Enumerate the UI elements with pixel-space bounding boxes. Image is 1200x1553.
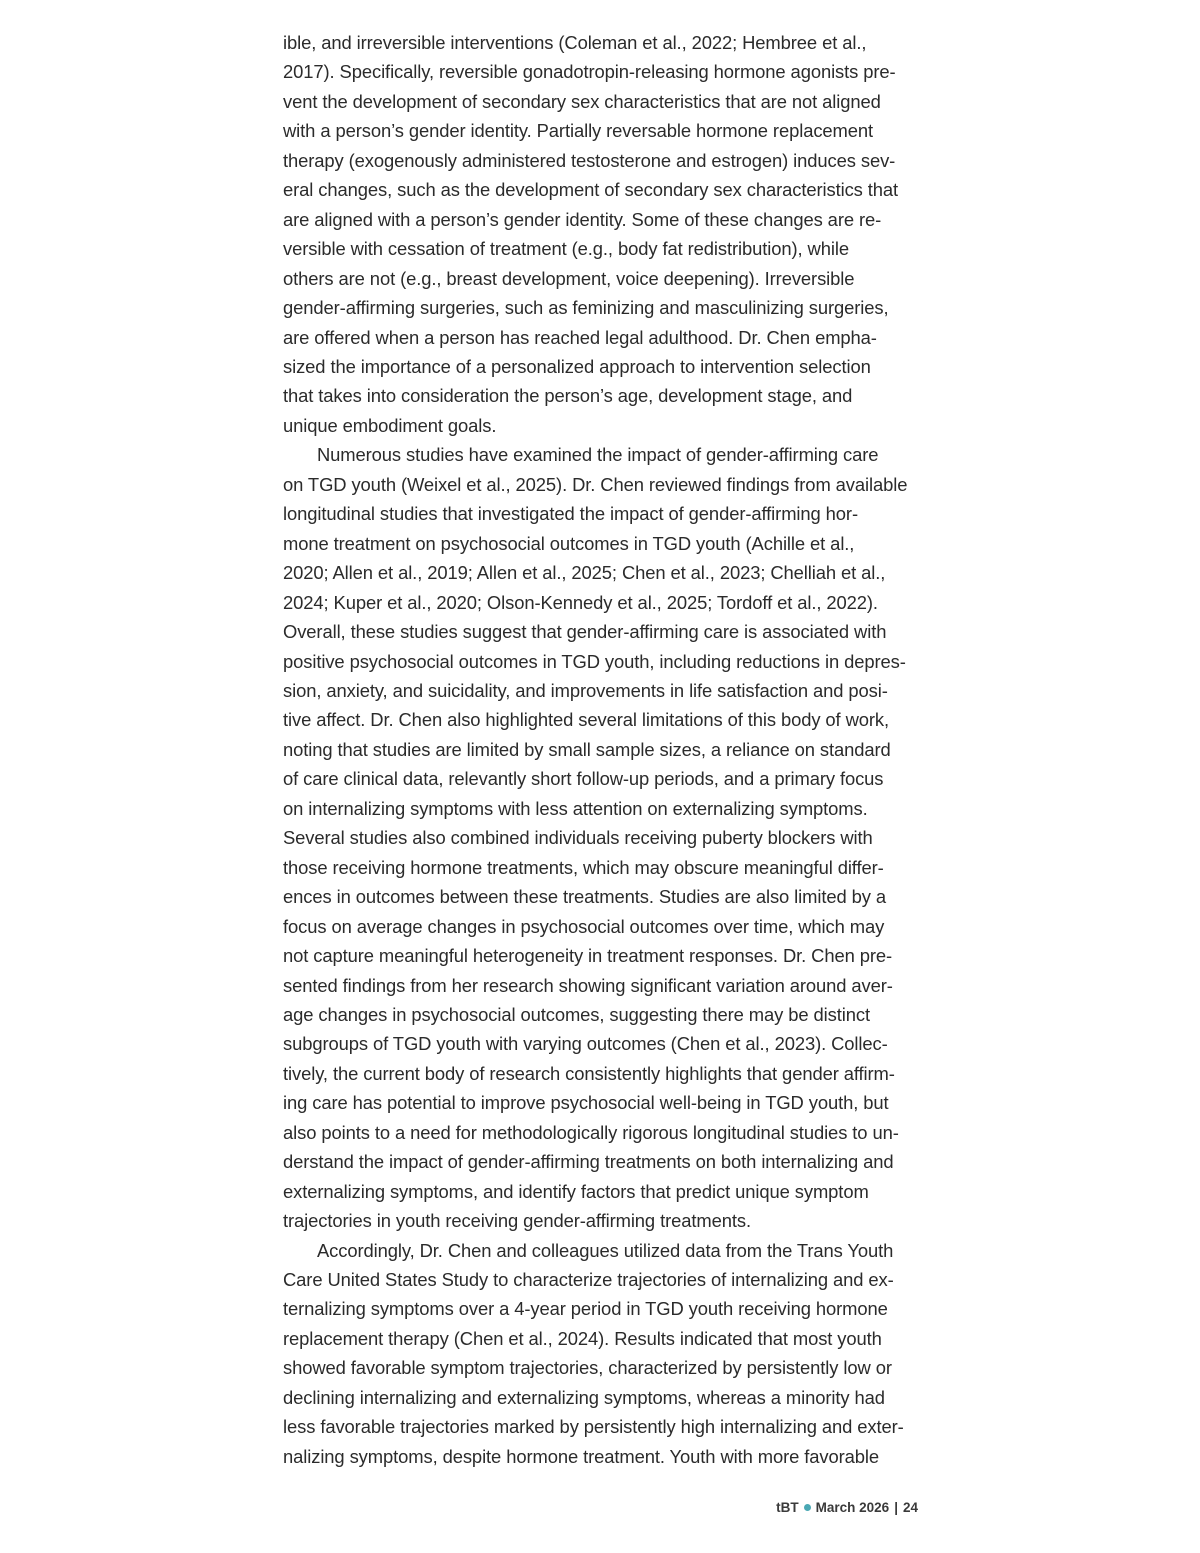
text-line: vent the development of secondary sex characteristics that are not aligned bbox=[283, 90, 881, 112]
text-line: 2020; Allen et al., 2019; Allen et al., 2025; Chen et al., 2023; Chelliah et al., bbox=[283, 562, 886, 584]
text-line: are offered when a person has reached legal adulthood. Dr. Chen empha- bbox=[283, 326, 877, 348]
text-line: those receiving hormone treatments, which may obscure meaningful differ- bbox=[283, 856, 884, 878]
text-line: longitudinal studies that investigated the impact of gender-affirming hor- bbox=[283, 503, 858, 525]
text-line: with a person’s gender identity. Partially reversable hormone replacement bbox=[283, 120, 874, 142]
text-line: ible, and irreversible interventions (Coleman et al., 2022; Hembree et al., bbox=[283, 32, 867, 53]
text-line: are aligned with a person’s gender identity. Some of these changes are re- bbox=[283, 208, 882, 230]
page-number: 24 bbox=[902, 1500, 918, 1515]
text-line: 2017). Specifically, reversible gonadotropin-releasing hormone agonists pre- bbox=[283, 61, 896, 83]
text-line: not capture meaningful heterogeneity in treatment responses. Dr. Chen pre- bbox=[283, 945, 893, 967]
text-line: declining internalizing and externalizing symptoms, whereas a minority had bbox=[283, 1386, 885, 1408]
text-line: sented findings from her research showing significant variation around aver- bbox=[283, 974, 893, 996]
text-line: ternalizing symptoms over a 4-year period in TGD youth receiving hormone bbox=[283, 1298, 888, 1320]
text-line: gender-affirming surgeries, such as feminizing and masculinizing surgeries, bbox=[283, 297, 889, 319]
text-line: nalizing symptoms, despite hormone treatment. Youth with more favorable bbox=[283, 1445, 880, 1467]
text-line: of care clinical data, relevantly short follow-up periods, and a primary focus bbox=[283, 768, 884, 790]
text-line: sion, anxiety, and suicidality, and improvements in life satisfaction and posi- bbox=[283, 679, 888, 701]
text-line: sized the importance of a personalized approach to intervention selection bbox=[283, 355, 871, 377]
text-line: Several studies also combined individuals receiving puberty blockers with bbox=[283, 827, 873, 849]
text-line: tive affect. Dr. Chen also highlighted several limitations of this body of work, bbox=[283, 709, 890, 731]
publication-name: tBT bbox=[776, 1500, 799, 1515]
text-line: less favorable trajectories marked by persistently high internalizing and exter- bbox=[283, 1416, 904, 1438]
text-line: therapy (exogenously administered testosterone and estrogen) induces sev- bbox=[283, 149, 896, 171]
text-line: also points to a need for methodologically rigorous longitudinal studies to un- bbox=[283, 1121, 899, 1143]
text-line: derstand the impact of gender-affirming treatments on both internalizing and bbox=[283, 1151, 894, 1173]
text-line: 2024; Kuper et al., 2020; Olson-Kennedy et al., 2025; Tordoff et al., 2022). bbox=[283, 591, 878, 613]
text-line: Care United States Study to characterize trajectories of internalizing and ex- bbox=[283, 1269, 894, 1291]
text-line: unique embodiment goals. bbox=[283, 414, 497, 436]
text-line: Overall, these studies suggest that gender-affirming care is associated with bbox=[283, 621, 887, 643]
text-line: versible with cessation of treatment (e.g., body fat redistribution), while bbox=[283, 238, 849, 260]
text-line: on internalizing symptoms with less attention on externalizing symptoms. bbox=[283, 797, 868, 819]
text-line: showed favorable symptom trajectories, characterized by persistently low or bbox=[283, 1357, 892, 1379]
text-line: trajectories in youth receiving gender-affirming treatments. bbox=[283, 1210, 751, 1232]
text-line: externalizing symptoms, and identify factors that predict unique symptom bbox=[283, 1180, 869, 1202]
text-line: mone treatment on psychosocial outcomes in TGD youth (Achille et al., bbox=[283, 532, 855, 554]
text-line: age changes in psychosocial outcomes, suggesting there may be distinct bbox=[283, 1003, 870, 1025]
text-line: ences in outcomes between these treatments. Studies are also limited by a bbox=[283, 886, 886, 908]
footer-separator: | bbox=[894, 1500, 898, 1515]
text-line: that takes into consideration the person’s age, development stage, and bbox=[283, 385, 853, 407]
text-line: on TGD youth (Weixel et al., 2025). Dr. Chen reviewed findings from available bbox=[283, 473, 908, 495]
text-line: subgroups of TGD youth with varying outcomes (Chen et al., 2023). Collec- bbox=[283, 1033, 888, 1055]
text-line: Numerous studies have examined the impact of gender-affirming care bbox=[317, 444, 879, 466]
issue-date: March 2026 bbox=[815, 1500, 890, 1515]
text-line: replacement therapy (Chen et al., 2024). Results indicated that most youth bbox=[283, 1327, 882, 1349]
text-line: others are not (e.g., breast development, voice deepening). Irreversible bbox=[283, 267, 855, 289]
page-footer bbox=[776, 1500, 918, 1515]
text-line: ing care has potential to improve psychosocial well-being in TGD youth, but bbox=[283, 1092, 889, 1114]
text-line: tively, the current body of research consistently highlights that gender affirm- bbox=[283, 1062, 895, 1084]
text-line: noting that studies are limited by small sample sizes, a reliance on standard bbox=[283, 738, 891, 760]
bullet-dot-icon bbox=[804, 1504, 811, 1511]
article-body bbox=[283, 28, 923, 1471]
text-line: eral changes, such as the development of secondary sex characteristics that bbox=[283, 179, 899, 201]
text-line: focus on average changes in psychosocial outcomes over time, which may bbox=[283, 915, 885, 937]
text-line: positive psychosocial outcomes in TGD youth, including reductions in depres- bbox=[283, 650, 906, 672]
text-line: Accordingly, Dr. Chen and colleagues utilized data from the Trans Youth bbox=[317, 1239, 894, 1261]
